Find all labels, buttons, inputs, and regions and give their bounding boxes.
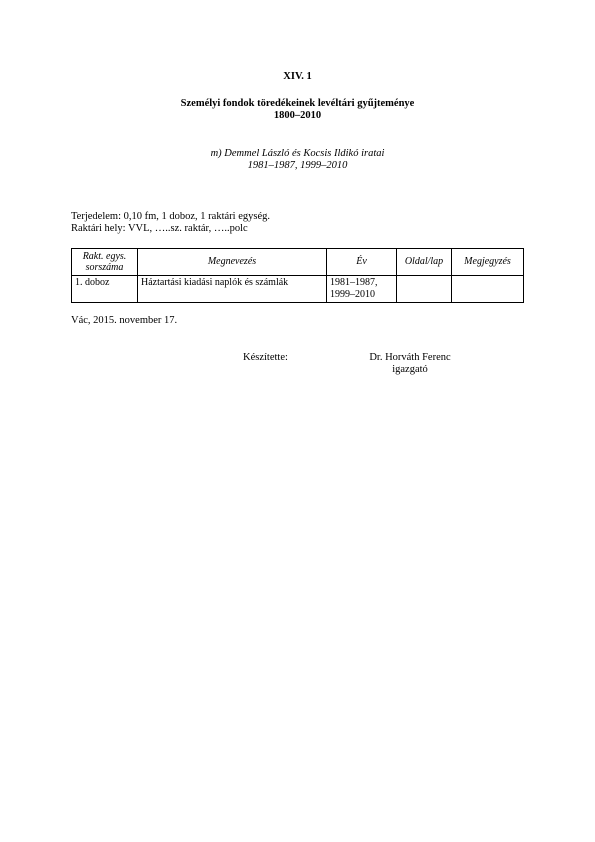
collection-title: Személyi fondok töredékeinek levéltári gyűjteménye — [180, 98, 415, 109]
collection-years: 1800–2010 — [273, 110, 322, 121]
signer-title: igazgató — [392, 364, 428, 375]
header-note: Megjegyzés — [452, 249, 524, 276]
extent-text: Terjedelem: 0,10 fm, 1 doboz, 1 raktári egység. — [71, 211, 270, 222]
cell-note — [452, 276, 524, 303]
header-unit-line1: Rakt. egys. — [82, 250, 127, 262]
place-date: Vác, 2015. november 17. — [71, 315, 178, 326]
cell-year — [327, 276, 397, 303]
signer-name: Dr. Horváth Ferenc — [369, 352, 451, 363]
table-header-row — [72, 249, 524, 276]
cell-year-line1: 1981–1987, — [330, 277, 378, 288]
location-text: Raktári hely: VVL, …..sz. raktár, …..polc — [71, 223, 248, 234]
header-year: Év — [327, 249, 397, 276]
header-page: Oldal/lap — [397, 249, 452, 276]
subfond-title: m) Demmel László és Kocsis Ildikó iratai — [210, 148, 385, 159]
records-table — [71, 248, 524, 303]
cell-unit: 1. doboz — [72, 276, 138, 303]
prepared-by-label: Készítette: — [243, 352, 288, 363]
cell-name: Háztartási kiadási naplók és számlák — [138, 276, 327, 303]
cell-page — [397, 276, 452, 303]
header-name: Megnevezés — [138, 249, 327, 276]
document-code: XIV. 1 — [283, 71, 312, 82]
header-unit-number — [72, 249, 138, 276]
subfond-years: 1981–1987, 1999–2010 — [247, 160, 348, 171]
table-row — [72, 276, 524, 303]
cell-year-line2: 1999–2010 — [330, 288, 375, 300]
header-unit-line2: sorszáma — [85, 262, 124, 273]
